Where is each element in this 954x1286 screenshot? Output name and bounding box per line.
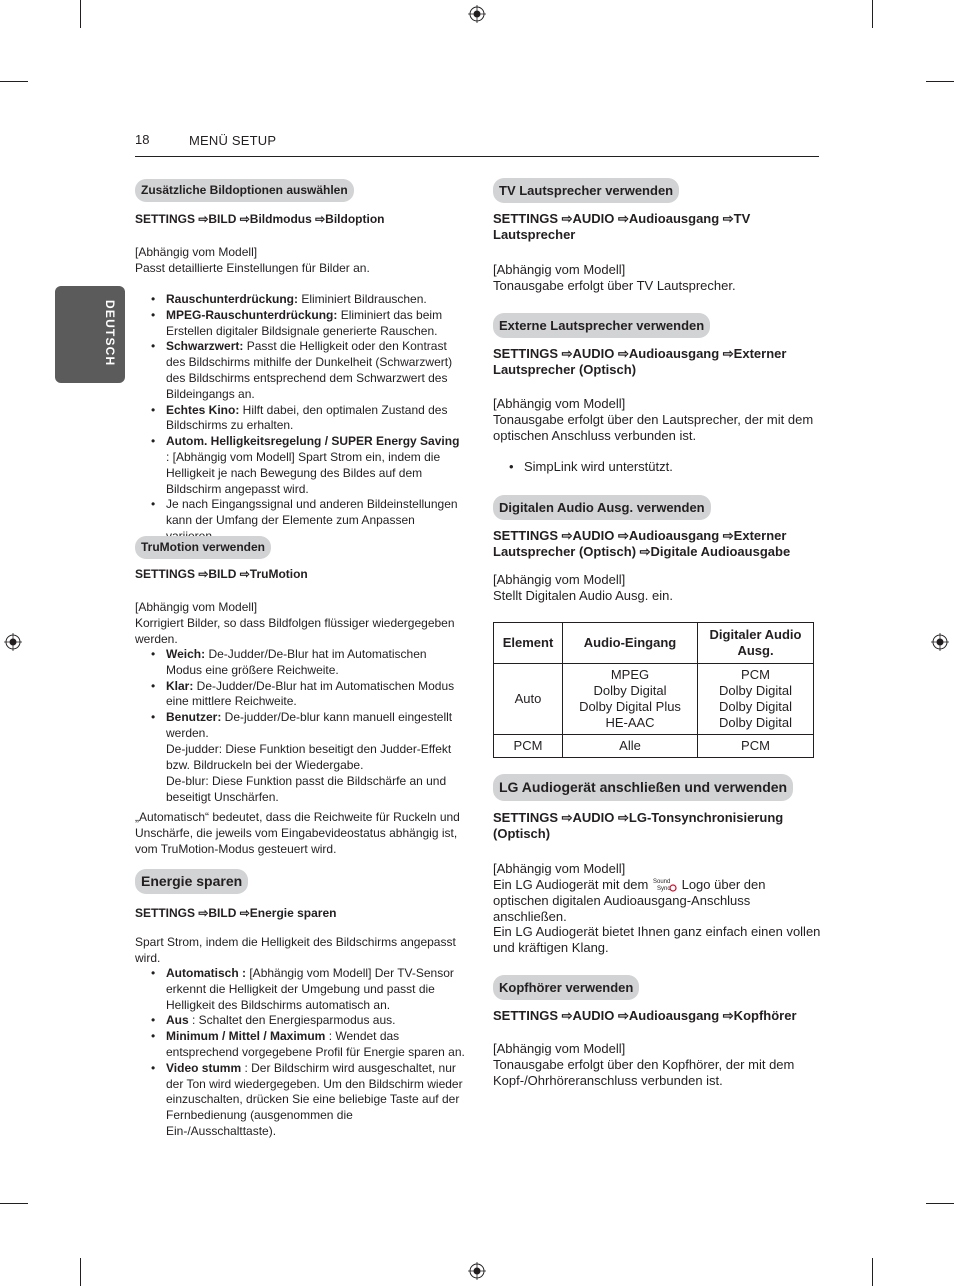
model-note: [Abhängig vom Modell] — [493, 396, 626, 411]
table-cell: PCM Dolby Digital Dolby Digital Dolby Digital — [698, 664, 814, 735]
section-heading: Zusätzliche Bildoptionen auswählen — [135, 179, 354, 202]
menu-path: SETTINGS ⇨AUDIO ⇨Audioausgang ⇨Externer Lautsprecher (Optisch) — [493, 346, 787, 377]
page-number: 18 — [135, 132, 150, 147]
crop-mark — [0, 81, 28, 82]
crop-mark — [926, 1203, 954, 1204]
section-heading: Digitalen Audio Ausg. verwenden — [493, 495, 711, 520]
table-cell: MPEG Dolby Digital Dolby Digital Plus HE-AAC — [563, 664, 698, 735]
section-heading: Externe Lautsprecher verwenden — [493, 313, 710, 338]
list-item: • Automatisch : [Abhängig vom Modell] Der TV-Sensor erkennt die Helligkeit der Umgebung und passt die Helligkeit des Bildschirms automatisch an. — [135, 966, 465, 1013]
section-heading: TruMotion verwenden — [135, 536, 271, 559]
crop-mark — [80, 0, 81, 28]
list-item: • Autom. Helligkeitsregelung / SUPER Energy Saving : [Abhängig vom Modell] Spart Strom ein, indem die Helligkeit je nach Bewegung des Bildes auf dem Bildschirm angepasst wird. — [135, 434, 465, 497]
list-item: • Echtes Kino: Hilft dabei, den optimalen Zustand des Bildschirms zu erhalten. — [135, 403, 465, 435]
option-list — [135, 647, 465, 742]
registration-mark-icon — [931, 633, 949, 651]
registration-mark-icon — [4, 633, 22, 651]
note-text: De-blur: Diese Funktion passt die Bildschärfe an und beseitigt Unschärfen. — [166, 774, 447, 804]
section-description: Tonausgabe erfolgt über den Kopfhörer, der mit dem Kopf-/Ohrhöreranschluss verbunden ist. — [493, 1057, 795, 1088]
table-header-row — [494, 623, 814, 664]
table-cell: PCM — [494, 735, 563, 758]
section-footer: „Automatisch“ bedeutet, dass die Reichweite für Ruckeln und Unschärfe, die jeweils vom Eingabevideostatus abhängig ist, vom TruMotion-Modus gesteuert wird. — [135, 810, 460, 856]
crop-mark — [0, 1203, 28, 1204]
menu-path: SETTINGS ⇨AUDIO ⇨Audioausgang ⇨Externer Lautsprecher (Optisch) ⇨Digitale Audioausgabe — [493, 528, 791, 559]
list-item: • Rauschunterdrückung: Eliminiert Bildrauschen. — [135, 292, 465, 308]
section-heading: Kopfhörer verwenden — [493, 975, 639, 1000]
crop-mark — [872, 0, 873, 28]
section-description: Ein LG Audiogerät bietet Ihnen ganz einfach einen vollen und kräftigen Klang. — [493, 924, 821, 955]
menu-path: SETTINGS ⇨AUDIO ⇨Audioausgang ⇨TV Lautsprecher — [493, 211, 751, 242]
section-title: MENÜ SETUP — [189, 133, 277, 148]
model-note: [Abhängig vom Modell] — [493, 1041, 626, 1056]
list-item: • MPEG-Rauschunterdrückung: Eliminiert das beim Erstellen digitaler Bildsignale generierte Rauschen. — [135, 308, 465, 340]
model-note: [Abhängig vom Modell] — [493, 262, 626, 277]
option-list — [493, 459, 821, 475]
crop-mark — [80, 1258, 81, 1286]
section-heading: Energie sparen — [135, 869, 248, 894]
menu-path: SETTINGS ⇨BILD ⇨Energie sparen — [135, 906, 337, 920]
section-description: Korrigiert Bilder, so dass Bildfolgen flüssiger wiedergegeben werden. — [135, 616, 455, 646]
section-description: Passt detaillierte Einstellungen für Bilder an. — [135, 261, 370, 275]
model-note: [Abhängig vom Modell] — [135, 245, 258, 259]
model-note: [Abhängig vom Modell] — [135, 600, 258, 614]
table-header-cell: Audio-Eingang — [563, 623, 698, 664]
section-description: Ein LG Audiogerät mit dem Sound Sync Logo über den optischen digitalen Audioausgang-Anschluss anschließen. — [493, 877, 766, 924]
menu-path: SETTINGS ⇨BILD ⇨TruMotion — [135, 567, 308, 581]
audio-output-table — [493, 622, 814, 758]
model-note: [Abhängig vom Modell] — [493, 861, 626, 876]
list-item: • Minimum / Mittel / Maximum : Wendet das entsprechend vorgegebene Profil für Energie sparen an. — [135, 1029, 465, 1061]
table-cell: Auto — [494, 664, 563, 735]
table-header-cell: Element — [494, 623, 563, 664]
language-tab — [55, 286, 125, 383]
menu-path: SETTINGS ⇨BILD ⇨Bildmodus ⇨Bildoption — [135, 212, 385, 226]
table-row — [494, 735, 814, 758]
list-item: • Weich: De-Judder/De-Blur hat im Automatischen Modus eine größere Reichweite. — [135, 647, 465, 679]
list-item: • Aus : Schaltet den Energiesparmodus aus. — [135, 1013, 465, 1029]
list-item: • Je nach Eingangssignal und anderen Bildeinstellungen kann der Umfang der Elemente zum Anpassen — [135, 497, 465, 544]
list-item: • Benutzer: De-judder/De-blur kann manuell eingestellt werden. — [135, 710, 465, 742]
table-row — [494, 664, 814, 735]
table-header-cell: Digitaler Audio Ausg. — [698, 623, 814, 664]
menu-path: SETTINGS ⇨AUDIO ⇨LG-Tonsynchronisierung (Optisch) — [493, 810, 784, 841]
sound-sync-logo-icon — [652, 877, 678, 892]
option-list — [135, 292, 465, 545]
section-heading: TV Lautsprecher verwenden — [493, 178, 679, 203]
list-item: • SimpLink wird unterstützt. — [493, 459, 821, 475]
model-note: [Abhängig vom Modell] — [493, 572, 626, 587]
section-heading: LG Audiogerät anschließen und verwenden — [493, 774, 793, 801]
registration-mark-icon — [468, 1262, 486, 1280]
list-item: • Video stumm : Der Bildschirm wird ausgeschaltet, nur der Ton wird wiedergegeben. Um den Bildschirm wieder einzuschalten, drücken Sie eine beliebige Taste auf der Fernbedienung (ausgenommen die Ein-/Ausschalttaste). — [135, 1061, 465, 1140]
page-header — [135, 132, 819, 157]
menu-path: SETTINGS ⇨AUDIO ⇨Audioausgang ⇨Kopfhörer — [493, 1008, 797, 1023]
list-item: • Klar: De-Judder/De-Blur hat im Automatischen Modus eine mittlere Reichweite. — [135, 679, 465, 711]
option-list — [135, 966, 465, 1140]
section-description: Spart Strom, indem die Helligkeit des Bildschirms angepasst wird. — [135, 935, 456, 965]
section-description: Stellt Digitalen Audio Ausg. ein. — [493, 588, 673, 603]
section-description: Tonausgabe erfolgt über TV Lautsprecher. — [493, 278, 736, 293]
svg-text:Sound: Sound — [652, 879, 671, 885]
svg-text:Sync: Sync — [656, 886, 671, 892]
note-text: De-judder: Diese Funktion beseitigt den Judder-Effekt bzw. Bildruckeln bei der Wiedergabe. — [166, 742, 452, 772]
registration-mark-icon — [468, 5, 486, 23]
language-tab-label: DEUTSCH — [103, 300, 117, 367]
crop-mark — [926, 81, 954, 82]
crop-mark — [872, 1258, 873, 1286]
section-description: Tonausgabe erfolgt über den Lautsprecher, der mit dem optischen Anschluss verbunden ist. — [493, 412, 814, 443]
table-cell: Alle — [563, 735, 698, 758]
table-cell: PCM — [698, 735, 814, 758]
list-item: • Schwarzwert: Passt die Helligkeit oder den Kontrast des Bildschirms mithilfe der Dunkelheit (Schwarzwert) des Bildschirms entsprechend dem Schwarzwert des Bildeingangs an. — [135, 339, 465, 402]
